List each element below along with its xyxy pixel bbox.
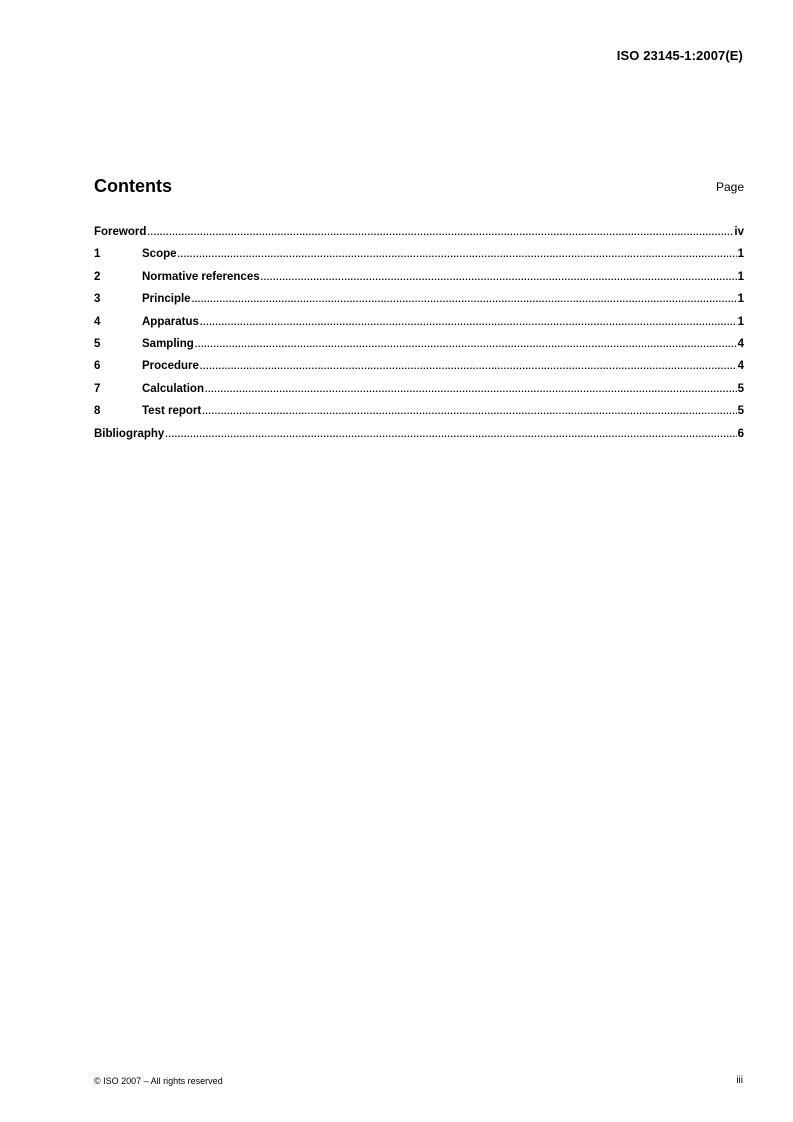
toc-entry-normative-references[interactable] <box>94 271 744 293</box>
toc-entry-principle[interactable] <box>94 293 744 315</box>
toc-entry-page: 1 <box>737 293 744 306</box>
contents-header <box>94 176 744 198</box>
table-of-contents <box>94 226 744 450</box>
toc-entry-calculation[interactable] <box>94 383 744 405</box>
toc-entry-number: 7 <box>94 382 101 395</box>
toc-entry-number: 3 <box>94 293 101 306</box>
toc-dot-leader <box>261 271 737 283</box>
toc-entry-title: Apparatus <box>142 315 199 328</box>
toc-entry-number: 5 <box>94 337 101 350</box>
toc-entry-title: Bibliography <box>94 427 165 440</box>
toc-entry-title: Calculation <box>142 382 204 395</box>
document-id: ISO 23145-1:2007(E) <box>616 48 743 63</box>
toc-entry-title: Procedure <box>142 360 199 373</box>
toc-entry-number: 6 <box>94 360 101 373</box>
toc-entry-bibliography[interactable] <box>94 428 744 450</box>
page-number: iii <box>736 1075 743 1086</box>
toc-entry-foreword[interactable] <box>94 226 744 248</box>
toc-dot-leader <box>200 360 737 372</box>
toc-dot-leader <box>165 428 736 440</box>
toc-entry-page: iv <box>734 226 744 238</box>
toc-entry-page: 5 <box>737 405 744 418</box>
toc-entry-title: Foreword <box>94 226 147 238</box>
toc-entry-number: 2 <box>94 270 101 283</box>
toc-entry-procedure[interactable] <box>94 360 744 382</box>
toc-dot-leader <box>178 248 737 260</box>
toc-entry-apparatus[interactable] <box>94 316 744 338</box>
toc-entry-page: 1 <box>737 270 744 283</box>
contents-title: Contents <box>94 176 172 196</box>
toc-entry-page: 4 <box>737 360 744 373</box>
toc-entry-number: 8 <box>94 405 101 418</box>
toc-dot-leader <box>192 293 737 305</box>
toc-dot-leader <box>202 405 736 417</box>
toc-entry-page: 1 <box>737 315 744 328</box>
toc-entry-page: 5 <box>737 382 744 395</box>
toc-entry-title: Sampling <box>142 337 194 350</box>
toc-dot-leader <box>200 316 737 328</box>
toc-entry-page: 6 <box>737 427 744 440</box>
page-column-label: Page <box>715 180 744 194</box>
toc-dot-leader <box>195 338 737 350</box>
toc-entry-title: Normative references <box>142 270 260 283</box>
toc-entry-title: Scope <box>142 248 177 261</box>
toc-dot-leader <box>205 383 737 395</box>
toc-entry-page: 4 <box>737 337 744 350</box>
toc-entry-number: 4 <box>94 315 101 328</box>
toc-entry-page: 1 <box>737 248 744 261</box>
toc-entry-sampling[interactable] <box>94 338 744 360</box>
toc-dot-leader <box>147 226 733 238</box>
toc-entry-number: 1 <box>94 248 101 261</box>
copyright-notice: © ISO 2007 – All rights reserved <box>94 1076 223 1086</box>
toc-entry-test-report[interactable] <box>94 405 744 427</box>
toc-entry-title: Principle <box>142 293 191 306</box>
toc-entry-scope[interactable] <box>94 248 744 270</box>
toc-entry-title: Test report <box>142 405 202 418</box>
